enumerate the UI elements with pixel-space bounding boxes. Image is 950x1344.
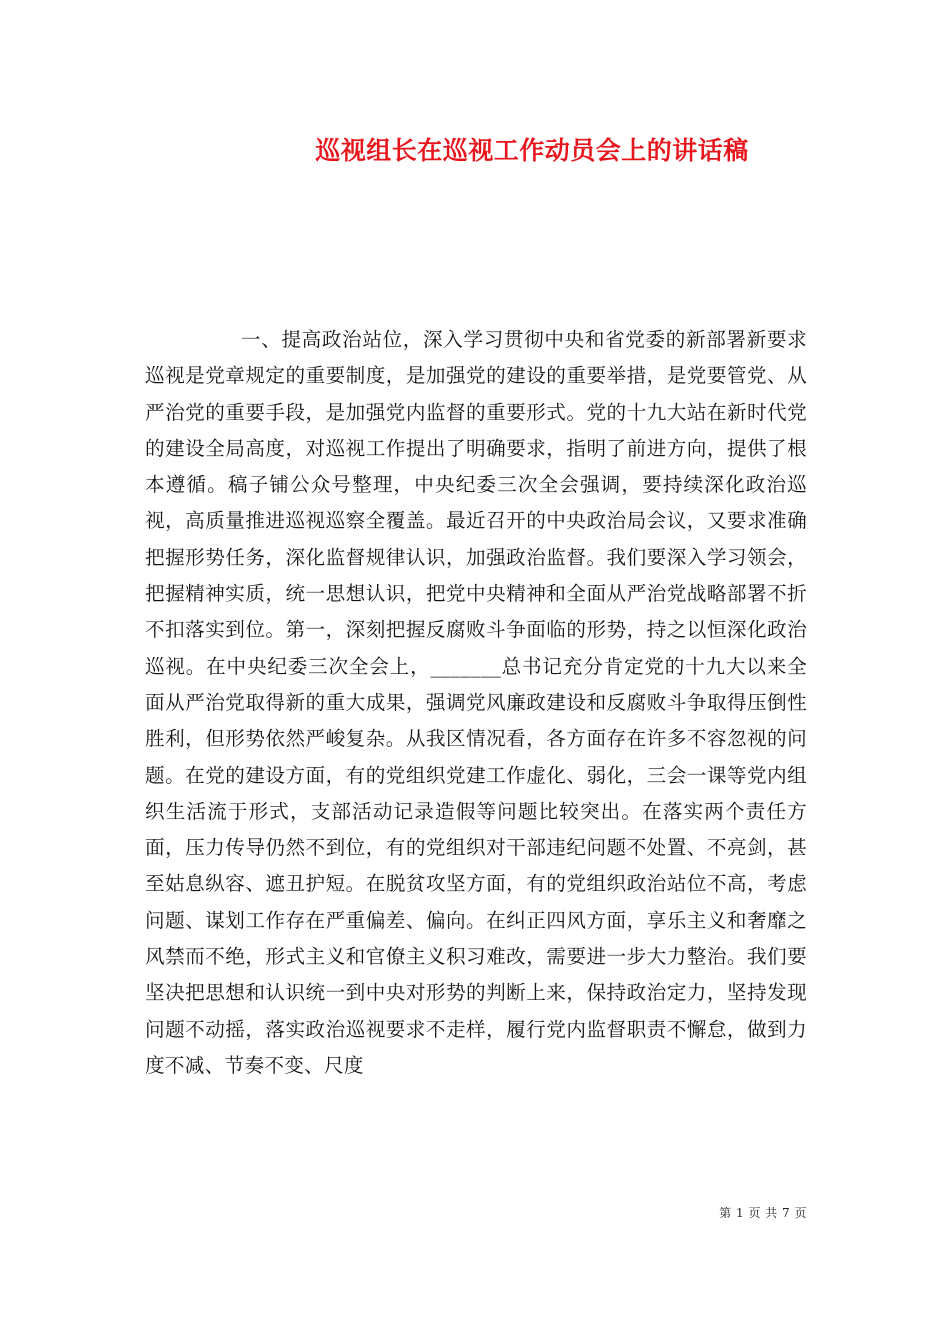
body-paragraph: 一、提高政治站位，深入学习贯彻中央和省党委的新部署新要求巡视是党章规定的重要制度，是加强党的建设的重要举措，是党要管党、从严治党的重要手段，是加强党内监督的重要形式。党的十九大站在新时代党的建设全局高度，对巡视工作提出了明确要求，指明了前进方向，提供了根本遵循。稿子铺公众号整理，中央纪委三次全会强调，要持续深化政治巡视，高质量推进巡视巡察全覆盖。最近召开的中央政治局会议，又要求准确把握形势任务，深化监督规律认识，加强政治监督。我们要深入学习领会，把握精神实质，统一思想认识，把党中央精神和全面从严治党战略部署不折不扣落实到位。第一，深刻把握反腐败斗争面临的形势，持之以恒深化政治巡视。在中央纪委三次全会上，_______总书记充分肯定党的十九大以来全面从严治党取得新的重大成果，强调党风廉政建设和反腐败斗争取得压倒性胜利，但形势依然严峻复杂。从我区情况看，各方面存在许多不容忽视的问题。在党的建设方面，有的党组织党建工作虚化、弱化，三会一课等党内组织生活流于形式，支部活动记录造假等问题比较突出。在落实两个责任方面，压力传导仍然不到位，有的党组织对干部违纪问题不处置、不亮剑，甚至姑息纵容、遮丑护短。在脱贫攻坚方面，有的党组织政治站位不高，考虑问题、谋划工作存在严重偏差、偏向。在纠正四风方面，享乐主义和奢靡之风禁而不绝，形式主义和官僚主义积习难改，需要进一步大力整治。我们要坚决把思想和认识统一到中央对形势的判断上来，保持政治定力，坚持发现问题不动摇，落实政治巡视要求不走样，履行党内监督职责不懈怠，做到力度不减、节奏不变、尺度: [145, 328, 807, 1077]
page-number-footer: 第 1 页 共 7 页: [719, 1206, 807, 1220]
document-title: 巡视组长在巡视工作动员会上的讲话稿: [315, 136, 749, 165]
